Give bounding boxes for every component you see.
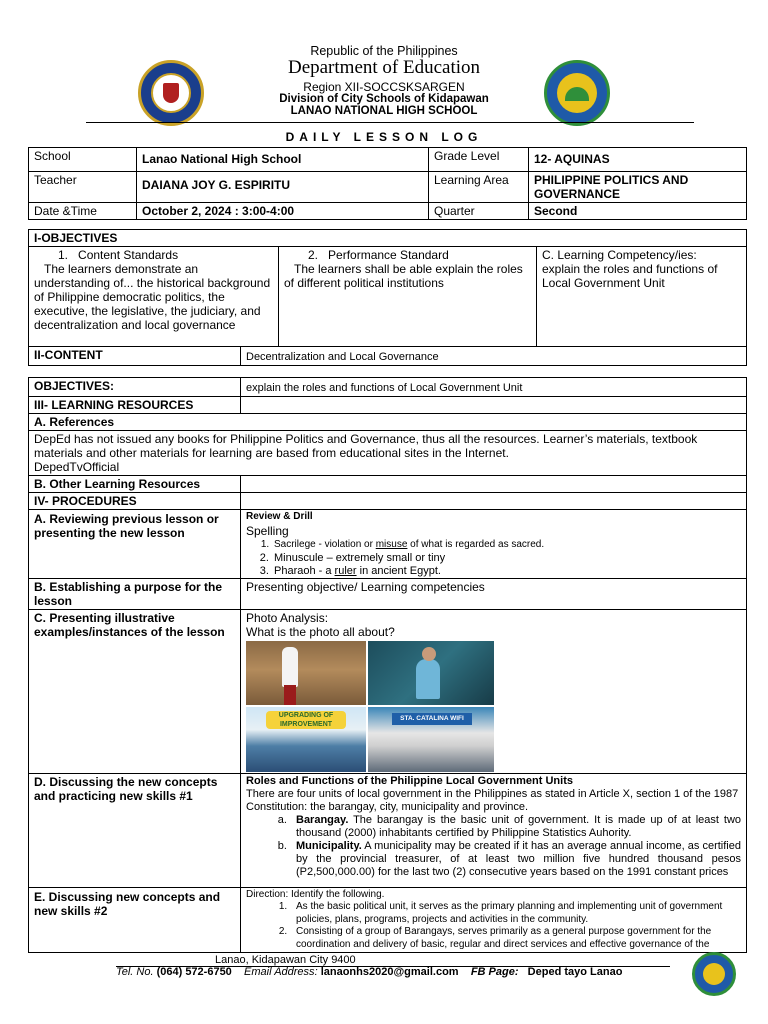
identify-item: 2. Consisting of a group of Barangays, serves primarily as a general purpose government for the coordination and delivery of basic, regular and direct services and effective governance of the [290, 926, 741, 951]
examples-title: Photo Analysis: [246, 610, 329, 625]
content-standards-label: Content Standards [78, 248, 179, 262]
lesson-objectives-row [29, 378, 747, 397]
fb-label: FB Page [470, 966, 515, 978]
discuss2-cell [241, 887, 747, 953]
other-resources-row [29, 476, 747, 493]
discuss1-intro: There are four units of local government in the Philippines as stated in Article X, section 1 of the 1987 Constitution: the barangay, city, municipality and province. [246, 787, 739, 813]
email-label: Email Address [244, 966, 315, 978]
content-value: Decentralization and Local Governance [241, 347, 747, 366]
references-source: DepedTvOfficial [34, 460, 120, 474]
quarter-value: Second [529, 203, 747, 220]
date-label: Date &Time [29, 203, 137, 220]
spelling-item: 3. Pharaoh - a ruler in ancient Egypt. [272, 565, 741, 577]
school-seal-icon [692, 952, 736, 996]
objectives-heading-row [29, 230, 747, 247]
resources-heading: III- LEARNING RESOURCES [29, 397, 241, 414]
letterhead [0, 44, 768, 124]
competency-cell [537, 247, 747, 347]
resources-heading-row [29, 397, 747, 414]
purpose-label: B. Establishing a purpose for the lesson [29, 578, 241, 609]
grade-value: 12- AQUINAS [529, 148, 747, 172]
content-row [29, 347, 747, 366]
identify-item: 1. As the basic political unit, it serves as the primary planning and implementing unit of government policies, plans, programs, projects and activities in the community. [290, 901, 741, 926]
footer-contact: Tel. No. (064) 572-6750 Email Address: lanaonhs2020@gmail.com FB Page: Deped tayo Lanao [116, 966, 623, 978]
spelling-item: 2. Minuscule – extremely small or tiny [272, 551, 741, 565]
tel-value: (064) 572-6750 [156, 966, 232, 978]
lgu-item: a. Barangay. The barangay is the basic unit of government. It is made up of at least two thousand (2000) inhabitants certified by Philippine Statistics Auhority. [290, 814, 741, 840]
content-standards-text: The learners demonstrate an understanding of... the historical background of Philippine democratic politics, the executive, the legislative, the judiciary, and decentralization and local governance [34, 262, 271, 332]
discuss1-title: Roles and Functions of the Philippine Local Government Units [246, 774, 573, 787]
photo-wifi-launch [368, 707, 494, 772]
purpose-text: Presenting objective/ Learning competencies [241, 578, 747, 609]
info-row-teacher [29, 172, 747, 203]
purpose-row [29, 578, 747, 609]
info-row-date [29, 203, 747, 220]
performance-standard-label: Performance Standard [328, 248, 449, 262]
performance-standard-number: 2. [308, 248, 319, 262]
discuss2-row [29, 887, 747, 953]
photo-grid [246, 641, 741, 772]
teacher-value: DAIANA JOY G. ESPIRITU [137, 172, 429, 203]
division-text: Division of City Schools of Kidapawan [279, 93, 489, 105]
procedures-heading-row [29, 493, 747, 510]
review-subtitle: Spelling [246, 523, 289, 538]
content-standards-number: 1. [58, 248, 69, 262]
region-text: Region XII-SOCCSKSARGEN [303, 80, 465, 94]
content-heading: II-CONTENT [29, 347, 241, 366]
date-value: October 2, 2024 : 3:00-4:00 [137, 203, 429, 220]
review-cell [241, 510, 747, 579]
content-standards-cell [29, 247, 279, 347]
review-row [29, 510, 747, 579]
school-seal-icon [544, 60, 610, 126]
identify-list [290, 901, 741, 951]
tel-label: Tel. No. [116, 966, 154, 978]
examples-label: C. Presenting illustrative examples/instances of the lesson [29, 609, 241, 773]
examples-row [29, 609, 747, 773]
header-divider [86, 122, 694, 123]
objectives-table [28, 229, 747, 366]
competency-text: explain the roles and functions of Local Government Unit [542, 262, 718, 290]
lgu-item: b. Municipality. A municipality may be created if it has an average annual income, as certified by the provincial treasurer, of at least two million five hundred thousand pesos (P2,500,000.00) for the last two (2) consecutive years based on the 1991 constant prices [290, 840, 741, 879]
review-title: Review & Drill [246, 511, 313, 522]
photo-banner-text: UPGRADING OF IMPROVEMENT [266, 711, 346, 729]
examples-cell [241, 609, 747, 773]
discuss1-row [29, 773, 747, 887]
lgu-list [290, 814, 741, 879]
school-name: LANAO NATIONAL HIGH SCHOOL [290, 105, 478, 117]
references-text: DepEd has not issued any books for Philippine Politics and Governance, thus all the resources. Learner’s materials, textbook materials and other materials for learning are based from educational sites in the Internet. [34, 432, 698, 460]
info-table [28, 147, 747, 220]
lesson-objectives-value: explain the roles and functions of Local Government Unit [241, 378, 747, 397]
photo-sign-text: STA. CATALINA WIFI [392, 713, 472, 725]
competency-label: C. Learning Competency/ies: [542, 248, 697, 262]
spelling-list [272, 538, 741, 577]
discuss1-label: D. Discussing the new concepts and practicing new skills #1 [29, 773, 241, 887]
page-title: DAILY LESSON LOG [285, 130, 483, 144]
info-row-school [29, 148, 747, 172]
quarter-label: Quarter [429, 203, 529, 220]
performance-standard-text: The learners shall be able explain the roles of different political institutions [284, 262, 523, 290]
examples-question: What is the photo all about? [246, 624, 395, 639]
email-value: lanaonhs2020@gmail.com [320, 966, 459, 978]
area-label: Learning Area [429, 172, 529, 203]
references-label: A. References [29, 414, 747, 431]
discuss2-direction: Direction: Identify the following. [246, 888, 385, 900]
review-label: A. Reviewing previous lesson or presenting the new lesson [29, 510, 241, 579]
photo-groundbreaking [246, 707, 366, 772]
photo-official-speaking [368, 641, 494, 705]
references-text-row [29, 431, 747, 476]
teacher-label: Teacher [29, 172, 137, 203]
lesson-objectives-label: OBJECTIVES: [29, 378, 241, 397]
area-value: PHILIPPINE POLITICS AND GOVERNANCE [529, 172, 747, 203]
discuss1-cell [241, 773, 747, 887]
other-resources-label: B. Other Learning Resources [29, 476, 241, 493]
references-cell [29, 431, 747, 476]
lesson-table [28, 377, 747, 953]
department-title: Department of Education [287, 57, 481, 78]
grade-label: Grade Level [429, 148, 529, 172]
references-row [29, 414, 747, 431]
footer-address: Lanao, Kidapawan City 9400 [215, 954, 356, 966]
fb-value: Deped tayo Lanao [527, 966, 623, 978]
photo-relief-goods [246, 641, 366, 705]
objectives-heading: I-OBJECTIVES [29, 230, 747, 247]
procedures-heading: IV- PROCEDURES [29, 493, 241, 510]
school-label: School [29, 148, 137, 172]
standards-row [29, 247, 747, 347]
performance-standard-cell [279, 247, 537, 347]
school-value: Lanao National High School [137, 148, 429, 172]
spelling-item: 1. Sacrilege - violation or misuse of what is regarded as sacred. [272, 538, 741, 551]
republic-text: Republic of the Philippines [310, 44, 458, 58]
discuss2-label: E. Discussing new concepts and new skills #2 [29, 887, 241, 953]
